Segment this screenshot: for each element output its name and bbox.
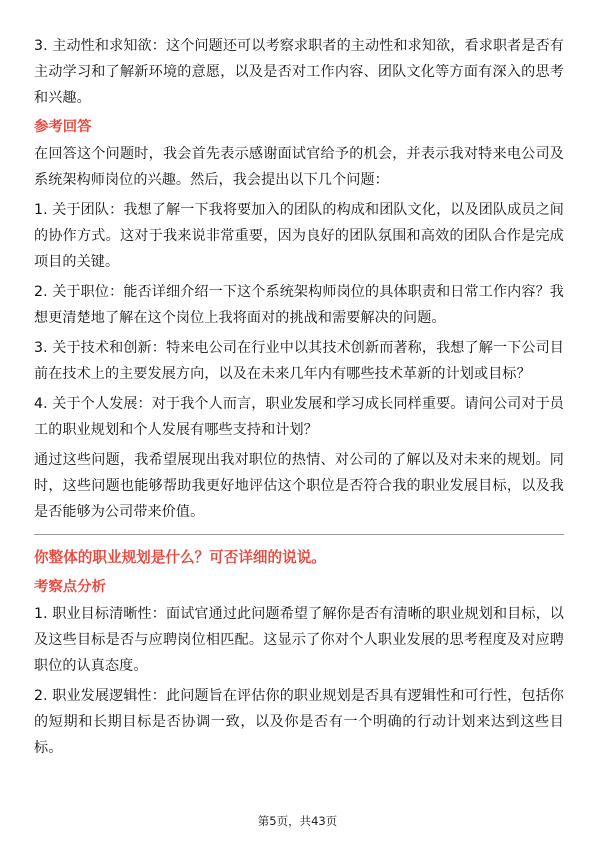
- answer-conclusion: 通过这些问题，我希望展现出我对职位的热情、对公司的了解以及对未来的规划。同时，这些问题也能够帮助我更好地评估这个职位是否符合我的职业发展目标，以及我是否能够为公司带来价值。: [34, 452, 564, 520]
- point-initiative: 3. 主动性和求知欲：这个问题还可以考察求职者的主动性和求知欲，看求职者是否有主动学习和了解新环境的意愿，以及是否对工作内容、团队文化等方面有深入的思考和兴趣。: [34, 38, 564, 106]
- analysis-point-clarity: 1. 职业目标清晰性：面试官通过此问题希望了解你是否有清晰的职业规划和目标，以及这些目标是否与应聘岗位相匹配。这显示了你对个人职业发展的思考程度及对应聘职位的认真态度。: [34, 606, 564, 674]
- answer-intro: 在回答这个问题时，我会首先表示感谢面试官给予的机会，并表示我对特来电公司及系统架构师岗位的兴趣。然后，我会提出以下几个问题：: [34, 146, 564, 188]
- reference-answer-heading: 参考回答: [34, 119, 92, 135]
- page-number-footer: 第5页，共43页: [257, 814, 338, 828]
- analysis-point-logic: 2. 职业发展逻辑性：此问题旨在评估你的职业规划是否具有逻辑性和可行性，包括你的短期和长期目标是否协调一致，以及你是否有一个明确的行动计划来达到这些目标。: [34, 688, 564, 756]
- interview-question: 你整体的职业规划是什么？可否详细的说说。: [34, 549, 326, 566]
- analysis-heading: 考察点分析: [34, 579, 106, 595]
- page-content: [34, 33, 564, 765]
- answer-item-technology: 3. 关于技术和创新：特来电公司在行业中以其技术创新而著称，我想了解一下公司目前在技术上的主要发展方向，以及在未来几年内有哪些技术革新的计划或目标？: [34, 340, 564, 382]
- answer-item-development: 4. 关于个人发展：对于我个人而言，职业发展和学习成长同样重要。请问公司对于员工的职业规划和个人发展有哪些支持和计划？: [34, 396, 564, 438]
- answer-item-team: 1. 关于团队：我想了解一下我将要加入的团队的构成和团队文化，以及团队成员之间的协作方式。这对于我来说非常重要，因为良好的团队氛围和高效的团队合作是完成项目的关键。: [34, 202, 564, 270]
- section-divider: [34, 534, 564, 535]
- answer-item-position: 2. 关于职位：能否详细介绍一下这个系统架构师岗位的具体职责和日常工作内容？我想更清楚地了解在这个岗位上我将面对的挑战和需要解决的问题。: [34, 284, 564, 326]
